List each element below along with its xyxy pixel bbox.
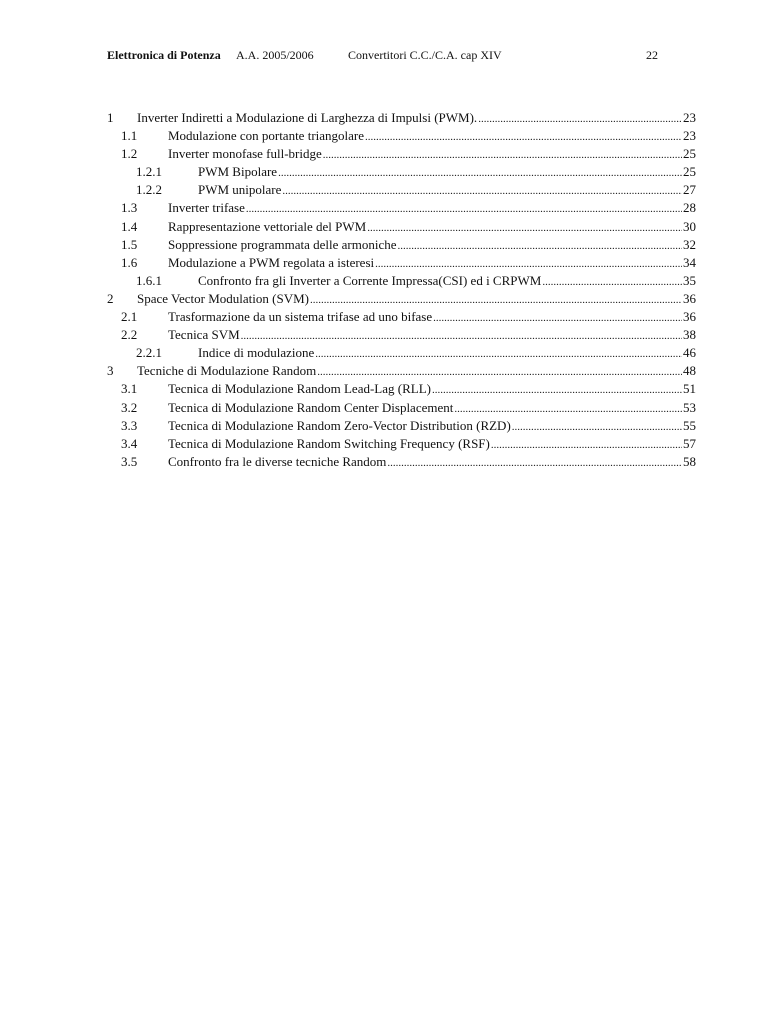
toc-entry-page[interactable]: 57 — [683, 435, 696, 451]
page-header — [107, 46, 661, 64]
toc-entry[interactable] — [107, 399, 696, 417]
toc-entry-page[interactable]: 46 — [683, 345, 696, 361]
toc-entry-number: 3.4 — [121, 435, 138, 451]
toc-entry-title[interactable]: Space Vector Modulation (SVM) — [137, 290, 309, 306]
toc-entry-line — [168, 308, 696, 327]
toc-entry-line — [168, 236, 696, 255]
page-number: 22 — [646, 48, 658, 62]
toc-entry-number: 1.2.1 — [136, 164, 162, 180]
toc-entry-number: 2.2 — [121, 327, 138, 343]
dot-leader — [282, 182, 682, 200]
toc-entry[interactable] — [107, 344, 696, 362]
toc-entry[interactable] — [107, 199, 696, 217]
toc-entry[interactable] — [107, 181, 696, 199]
toc-entry-number: 1.6 — [121, 254, 138, 270]
toc-entry[interactable] — [107, 380, 696, 398]
toc-entry-line — [198, 344, 696, 363]
toc-entry-number: 1 — [107, 110, 114, 125]
toc-entry-page[interactable]: 23 — [683, 128, 696, 144]
toc-entry-page[interactable]: 38 — [683, 327, 696, 343]
toc-entry-number: 1.2.2 — [136, 182, 162, 198]
toc-entry-line — [168, 417, 696, 436]
toc-entry-number: 1.3 — [121, 200, 138, 216]
toc-entry-line — [168, 380, 696, 399]
toc-entry-number: 3.3 — [121, 417, 138, 433]
toc-entry-title[interactable]: Tecnica di Modulazione Random Lead-Lag (RLL) — [168, 381, 431, 397]
toc-entry-number: 1.4 — [121, 218, 138, 234]
toc-entry-page[interactable]: 48 — [683, 363, 696, 379]
toc-entry-title[interactable]: Tecnica SVM — [168, 327, 240, 343]
toc-entry-title[interactable]: PWM unipolare — [198, 182, 282, 198]
dot-leader — [315, 345, 682, 363]
toc-entry-number: 2.2.1 — [136, 345, 162, 361]
toc-entry-number: 3.2 — [121, 399, 138, 415]
toc-entry-line — [168, 218, 696, 237]
toc-entry[interactable] — [107, 435, 696, 453]
toc-entry[interactable] — [107, 362, 696, 380]
toc-entry-number: 3.1 — [121, 381, 138, 397]
toc-entry-title[interactable]: Tecniche di Modulazione Random — [137, 363, 317, 379]
toc-entry[interactable] — [107, 109, 696, 127]
dot-leader — [310, 291, 682, 309]
toc-entry-line — [168, 435, 696, 454]
toc-entry-title[interactable]: Inverter Indiretti a Modulazione di Larghezza di Impulsi (PWM). — [137, 110, 478, 125]
toc-entry-title[interactable]: Inverter trifase — [168, 200, 245, 216]
toc-entry-line — [168, 399, 696, 418]
dot-leader — [278, 164, 682, 182]
toc-entry-line — [198, 272, 696, 291]
toc-entry-page[interactable]: 51 — [683, 381, 696, 397]
dot-leader — [512, 418, 682, 436]
toc-entry[interactable] — [107, 236, 696, 254]
toc-entry-page[interactable]: 30 — [683, 218, 696, 234]
dot-leader — [323, 146, 682, 164]
dot-leader — [478, 110, 682, 128]
toc-entry-line — [168, 127, 696, 146]
toc-entry-number: 1.2 — [121, 146, 138, 162]
toc-entry[interactable] — [107, 145, 696, 163]
chapter-label: Convertitori C.C./C.A. cap XIV — [348, 48, 502, 62]
toc-entry-page[interactable]: 27 — [683, 182, 696, 198]
toc-entry[interactable] — [107, 417, 696, 435]
toc-entry-title[interactable]: PWM Bipolare — [198, 164, 278, 180]
toc-entry-number: 1.6.1 — [136, 272, 162, 288]
toc-entry-line — [137, 109, 696, 128]
dot-leader — [491, 436, 682, 454]
toc-entry-line — [198, 181, 696, 200]
toc-entry-page[interactable]: 36 — [683, 309, 696, 325]
toc-entry-title[interactable]: Modulazione a PWM regolata a isteresi — [168, 254, 375, 270]
dot-leader — [542, 273, 682, 291]
toc-entry[interactable] — [107, 453, 696, 471]
toc-entry-title[interactable]: Trasformazione da un sistema trifase ad uno bifase — [168, 309, 433, 325]
toc-entry[interactable] — [107, 272, 696, 290]
toc-entry[interactable] — [107, 290, 696, 308]
toc-entry-page[interactable]: 28 — [683, 200, 696, 216]
toc-entry[interactable] — [107, 254, 696, 272]
dot-leader — [241, 327, 682, 345]
dot-leader — [317, 363, 682, 381]
toc-entry-line — [168, 199, 696, 218]
toc-entry-title[interactable]: Tecnica di Modulazione Random Center Displacement — [168, 399, 454, 415]
toc-entry-number: 3.5 — [121, 453, 138, 469]
toc-entry-page[interactable]: 25 — [683, 146, 696, 162]
toc-entry-line — [137, 290, 696, 309]
toc-entry-page[interactable]: 34 — [683, 254, 696, 270]
toc-entry[interactable] — [107, 163, 696, 181]
toc-entry[interactable] — [107, 326, 696, 344]
dot-leader — [246, 200, 682, 218]
toc-entry[interactable] — [107, 127, 696, 145]
toc-entry-number: 1.5 — [121, 236, 138, 252]
toc-entry-page[interactable]: 55 — [683, 417, 696, 433]
toc-entry-page[interactable]: 58 — [683, 453, 696, 469]
dot-leader — [454, 400, 682, 418]
toc-entry-page[interactable]: 35 — [683, 272, 696, 288]
toc-entry-page[interactable]: 25 — [683, 164, 696, 180]
toc-entry-title[interactable]: Modulazione con portante triangolare — [168, 128, 365, 144]
toc-entry[interactable] — [107, 218, 696, 236]
toc-entry-page[interactable]: 23 — [683, 110, 696, 125]
course-title: Elettronica di Potenza — [107, 48, 221, 62]
toc-entry-title[interactable]: Confronto fra gli Inverter a Corrente Impressa(CSI) ed i CRPWM — [198, 272, 542, 288]
toc-entry-title[interactable]: Tecnica di Modulazione Random Zero-Vector Distribution (RZD) — [168, 417, 511, 433]
dot-leader — [365, 128, 682, 146]
toc-entry-title[interactable]: Soppressione programmata delle armoniche — [168, 236, 397, 252]
toc-entry-line — [198, 163, 696, 182]
toc-entry-title[interactable]: Indice di modulazione — [198, 345, 315, 361]
table-of-contents — [107, 109, 696, 471]
toc-entry-number: 2 — [107, 290, 114, 306]
dot-leader — [433, 309, 682, 327]
toc-entry-number: 2.1 — [121, 309, 138, 325]
toc-entry-line — [168, 145, 696, 164]
toc-entry-page[interactable]: 36 — [683, 290, 696, 306]
dot-leader — [398, 237, 682, 255]
dot-leader — [432, 381, 682, 399]
toc-entry-line — [137, 362, 696, 381]
toc-entry-line — [168, 326, 696, 345]
toc-entry-page[interactable]: 53 — [683, 399, 696, 415]
toc-entry-number: 1.1 — [121, 128, 138, 144]
toc-entry[interactable] — [107, 308, 696, 326]
toc-entry-title[interactable]: Rappresentazione vettoriale del PWM — [168, 218, 367, 234]
dot-leader — [387, 454, 682, 472]
toc-entry-title[interactable]: Tecnica di Modulazione Random Switching Frequency (RSF) — [168, 435, 490, 451]
toc-entry-title[interactable]: Confronto fra le diverse tecniche Random — [168, 453, 387, 469]
dot-leader — [367, 219, 682, 237]
toc-entry-title[interactable]: Inverter monofase full-bridge — [168, 146, 322, 162]
academic-year: A.A. 2005/2006 — [236, 48, 314, 62]
dot-leader — [375, 255, 682, 273]
toc-entry-line — [168, 453, 696, 472]
toc-entry-line — [168, 254, 696, 273]
toc-entry-page[interactable]: 32 — [683, 236, 696, 252]
toc-entry-number: 3 — [107, 363, 114, 379]
